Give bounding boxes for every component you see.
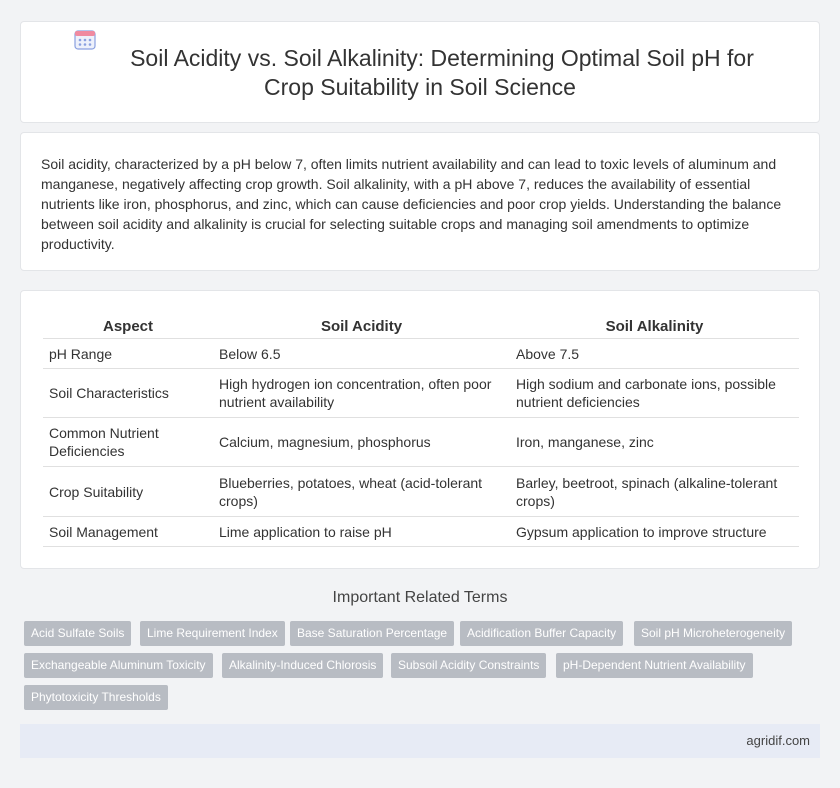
comparison-table xyxy=(43,313,799,547)
page-title-line1: Soil Acidity vs. Soil Alkalinity: Determining Optimal Soil pH for xyxy=(130,45,754,71)
tag-alkalinity-induced-chlorosis[interactable]: Alkalinity-Induced Chlorosis xyxy=(222,653,383,678)
tag-exchangeable-aluminum-toxicity[interactable]: Exchangeable Aluminum Toxicity xyxy=(24,653,213,678)
header-card xyxy=(20,21,820,123)
table-cell: Lime application to raise pH xyxy=(213,517,510,547)
table-row xyxy=(43,418,799,467)
intro-paragraph: Soil acidity, characterized by a pH below 7, often limits nutrient availability and can lead to toxic levels of aluminum and manganese, negatively affecting crop growth. Soil alkalinity, with a pH above 7, reduces the availability of essential nutrients like iron, phosphorus, and zinc, which can cause deficiencies and poor crop yields. Understanding the balance between soil acidity and alkalinity is crucial for selecting suitable crops and managing soil amendments to optimize productivity. xyxy=(41,156,782,252)
table-row xyxy=(43,517,799,547)
column-header-soil-acidity: Soil Acidity xyxy=(213,313,510,339)
tag-phytotoxicity-thresholds[interactable]: Phytotoxicity Thresholds xyxy=(24,685,168,710)
column-header-aspect: Aspect xyxy=(43,313,213,339)
table-cell: Calcium, magnesium, phosphorus xyxy=(213,418,510,467)
related-terms-heading: Important Related Terms xyxy=(332,589,508,606)
tag-soil-ph-microheterogeneity[interactable]: Soil pH Microheterogeneity xyxy=(634,621,792,646)
intro-card xyxy=(20,132,820,271)
table-row xyxy=(43,467,799,517)
table-cell: Soil Characteristics xyxy=(43,369,213,418)
tag-acidification-buffer-capacity[interactable]: Acidification Buffer Capacity xyxy=(460,621,623,646)
page-title xyxy=(86,44,754,102)
table-cell: Blueberries, potatoes, wheat (acid-tolerant crops) xyxy=(213,467,510,517)
comparison-table-card xyxy=(20,290,820,569)
column-header-soil-alkalinity: Soil Alkalinity xyxy=(510,313,799,339)
tag-base-saturation-percentage[interactable]: Base Saturation Percentage xyxy=(290,621,454,646)
table-header-row xyxy=(43,313,799,339)
table-cell: Soil Management xyxy=(43,517,213,547)
table-cell: High hydrogen ion concentration, often poor nutrient availability xyxy=(213,369,510,418)
tag-acid-sulfate-soils[interactable]: Acid Sulfate Soils xyxy=(24,621,131,646)
table-cell: Gypsum application to improve structure xyxy=(510,517,799,547)
table-row xyxy=(43,369,799,418)
table-cell: Crop Suitability xyxy=(43,467,213,517)
table-cell: Common Nutrient Deficiencies xyxy=(43,418,213,467)
table-cell: High sodium and carbonate ions, possible nutrient deficiencies xyxy=(510,369,799,418)
tag-ph-dependent-nutrient-availability[interactable]: pH-Dependent Nutrient Availability xyxy=(556,653,753,678)
footer-site-link[interactable]: agridif.com xyxy=(746,733,810,748)
tag-subsoil-acidity-constraints[interactable]: Subsoil Acidity Constraints xyxy=(391,653,546,678)
table-cell: Barley, beetroot, spinach (alkaline-tolerant crops) xyxy=(510,467,799,517)
table-cell: pH Range xyxy=(43,339,213,369)
page-title-line2: Crop Suitability in Soil Science xyxy=(264,74,576,100)
table-cell: Iron, manganese, zinc xyxy=(510,418,799,467)
table-row xyxy=(43,339,799,369)
tag-lime-requirement-index[interactable]: Lime Requirement Index xyxy=(140,621,285,646)
table-cell: Below 6.5 xyxy=(213,339,510,369)
footer-bar xyxy=(20,724,820,758)
table-cell: Above 7.5 xyxy=(510,339,799,369)
